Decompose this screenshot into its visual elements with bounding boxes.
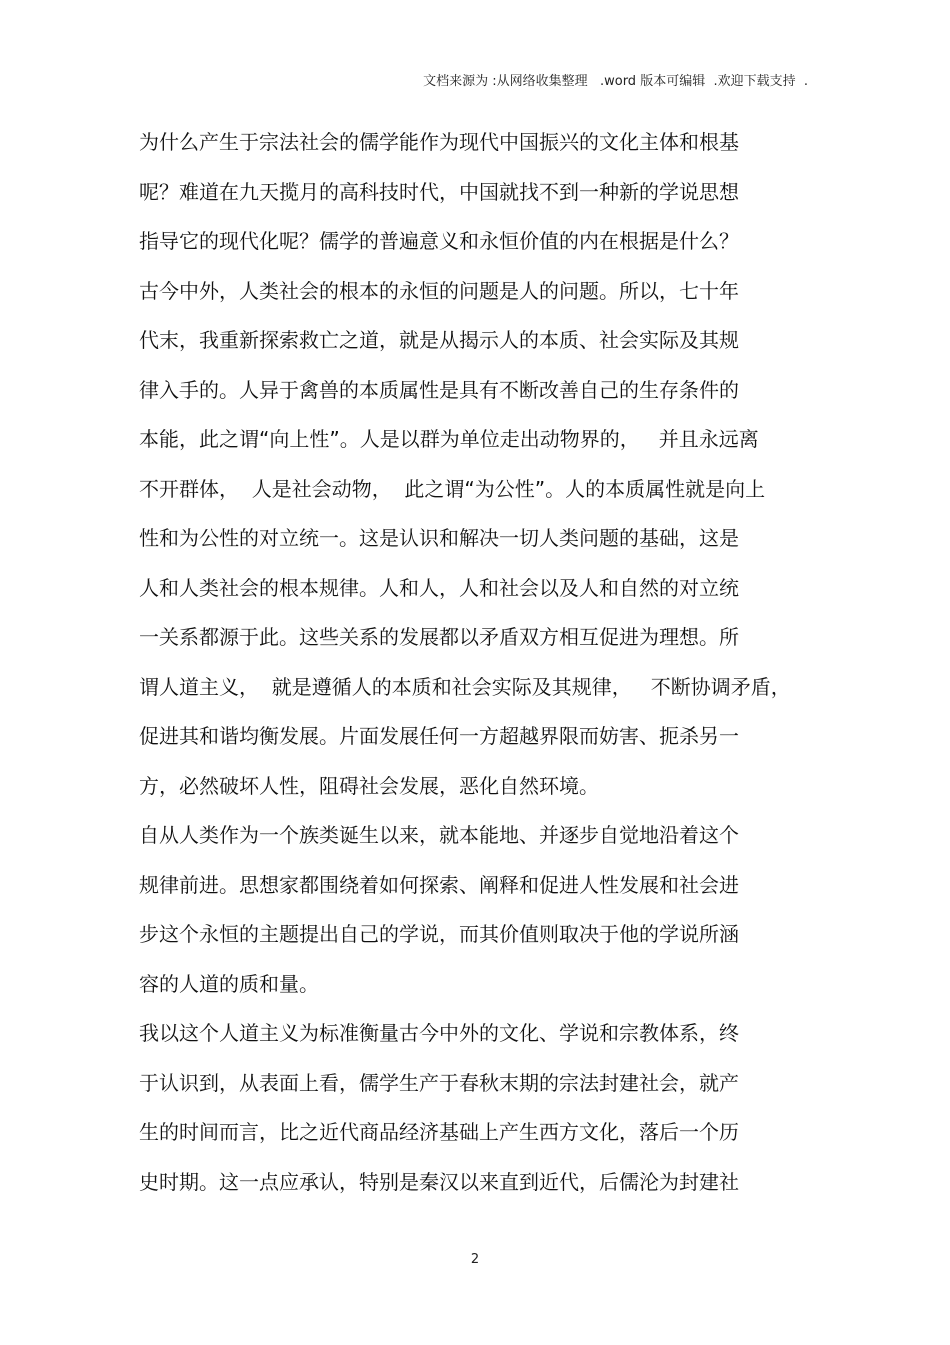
text-line: 步这个永恒的主题提出自己的学说，而其价值则取决于他的学说所涵 <box>139 922 739 946</box>
text-line: 生的时间而言，比之近代商品经济基础上产生西方文化，落后一个历 <box>139 1120 739 1144</box>
text-line: 性和为公性的对立统一。这是认识和解决一切人类问题的基础，这是 <box>139 526 739 550</box>
text-line: 人和人类社会的根本规律。人和人，人和社会以及人和自然的对立统 <box>139 575 739 600</box>
document-body <box>139 124 819 1213</box>
text-line: 促进其和谐均衡发展。片面发展任何一方超越界限而妨害、扼杀另一 <box>139 724 739 748</box>
text-line: 于认识到，从表面上看，儒学生产于春秋末期的宗法封建社会，就产 <box>139 1070 739 1095</box>
text-line: 方，必然破坏人性，阻碍社会发展，恶化自然环境。 <box>139 773 599 798</box>
text-line: 自从人类作为一个族类诞生以来，就本能地、并逐步自觉地沿着这个 <box>139 823 739 847</box>
page-number: 2 <box>470 1252 480 1267</box>
text-line: 史时期。这一点应承认，特别是秦汉以来直到近代，后儒沦为封建社 <box>139 1169 739 1194</box>
text-line: 古今中外，人类社会的根本的永恒的问题是人的问题。所以，七十年 <box>139 278 739 303</box>
text-line: 容的人道的质和量。 <box>139 971 319 996</box>
text-line: 不开群体， 人是社会动物， 此之谓“为公性”。人的本质属性就是向上 <box>139 476 766 501</box>
text-line: 代末，我重新探索救亡之道，就是从揭示人的本质、社会实际及其规 <box>139 328 739 352</box>
header-source-note: 文档来源为 :从网络收集整理 .word 版本可编辑 .欢迎下载支持 . <box>423 74 808 89</box>
text-line: 谓人道主义， 就是遵循人的本质和社会实际及其规律， 不断协调矛盾， <box>139 674 791 699</box>
text-line: 为什么产生于宗法社会的儒学能作为现代中国振兴的文化主体和根基 <box>139 130 739 154</box>
text-line: 指导它的现代化呢？儒学的普遍意义和永恒价值的内在根据是什么？ <box>139 229 739 253</box>
text-line: 一关系都源于此。这些关系的发展都以矛盾双方相互促进为理想。所 <box>139 625 739 649</box>
text-line: 律入手的。人异于禽兽的本质属性是具有不断改善自己的生存条件的 <box>139 377 739 402</box>
text-line: 我以这个人道主义为标准衡量古今中外的文化、学说和宗教体系，终 <box>139 1021 739 1045</box>
text-line: 规律前进。思想家都围绕着如何探索、阐释和促进人性发展和社会进 <box>139 872 739 897</box>
text-line: 呢？难道在九天揽月的高科技时代，中国就找不到一种新的学说思想 <box>139 179 739 204</box>
page-header <box>0 70 950 94</box>
text-line: 本能，此之谓“向上性”。人是以群为单位走出动物界的， 并且永远离 <box>139 427 759 451</box>
